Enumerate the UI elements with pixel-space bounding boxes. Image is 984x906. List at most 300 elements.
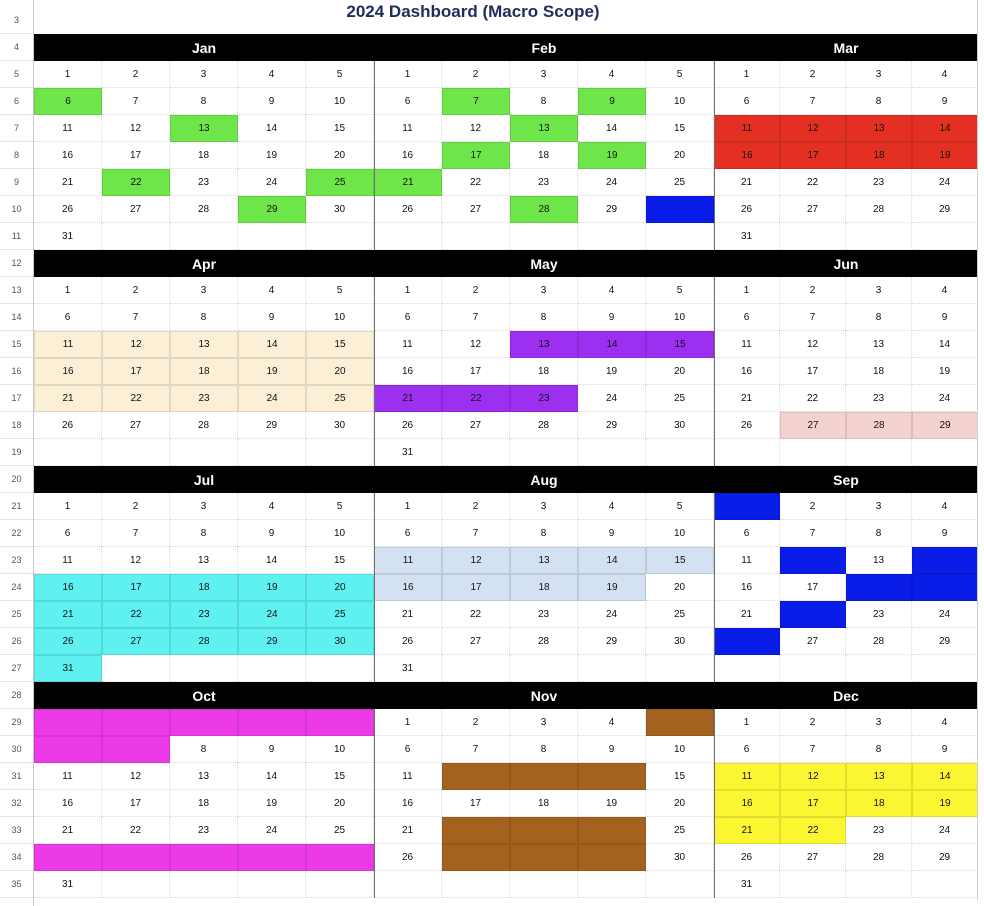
day-cell-nov[interactable]: 10: [646, 736, 714, 763]
row-number[interactable]: 33: [0, 817, 33, 844]
day-cell-jan[interactable]: 18: [170, 142, 238, 169]
day-cell-feb[interactable]: 12: [442, 115, 510, 142]
day-cell-dec[interactable]: [780, 871, 846, 898]
day-cell-jul[interactable]: 31: [34, 655, 102, 682]
day-cell-may[interactable]: [510, 439, 578, 466]
day-cell-may[interactable]: 27: [442, 412, 510, 439]
day-cell-feb[interactable]: 3: [510, 61, 578, 88]
day-cell-jan[interactable]: 27: [102, 196, 170, 223]
day-cell-apr[interactable]: 23: [170, 385, 238, 412]
day-cell-mar[interactable]: 7: [780, 88, 846, 115]
day-cell-sep[interactable]: 4: [912, 493, 978, 520]
day-cell-may[interactable]: 30: [646, 412, 714, 439]
day-cell-feb[interactable]: 9: [578, 88, 646, 115]
day-cell-jan[interactable]: 5: [306, 61, 374, 88]
day-cell-jul[interactable]: [306, 655, 374, 682]
day-cell-mar[interactable]: 9: [912, 88, 978, 115]
day-cell-sep[interactable]: [714, 493, 780, 520]
row-number[interactable]: 20: [0, 466, 33, 493]
day-cell-jan[interactable]: [238, 223, 306, 250]
day-cell-feb[interactable]: 10: [646, 88, 714, 115]
day-cell-jan[interactable]: 15: [306, 115, 374, 142]
day-cell-jun[interactable]: 19: [912, 358, 978, 385]
day-cell-oct[interactable]: 11: [34, 763, 102, 790]
day-cell-apr[interactable]: 20: [306, 358, 374, 385]
row-number[interactable]: 10: [0, 196, 33, 223]
day-cell-nov[interactable]: [510, 871, 578, 898]
day-cell-apr[interactable]: 29: [238, 412, 306, 439]
day-cell-jan[interactable]: [102, 223, 170, 250]
day-cell-feb[interactable]: 21: [374, 169, 442, 196]
day-cell-oct[interactable]: [238, 709, 306, 736]
day-cell-may[interactable]: 4: [578, 277, 646, 304]
row-number[interactable]: 13: [0, 277, 33, 304]
day-cell-dec[interactable]: 18: [846, 790, 912, 817]
day-cell-feb[interactable]: 23: [510, 169, 578, 196]
day-cell-jul[interactable]: 13: [170, 547, 238, 574]
day-cell-jun[interactable]: [846, 439, 912, 466]
day-cell-apr[interactable]: 26: [34, 412, 102, 439]
day-cell-dec[interactable]: 24: [912, 817, 978, 844]
day-cell-feb[interactable]: 7: [442, 88, 510, 115]
day-cell-oct[interactable]: 8: [170, 736, 238, 763]
day-cell-nov[interactable]: 1: [374, 709, 442, 736]
row-number[interactable]: 8: [0, 142, 33, 169]
day-cell-oct[interactable]: 23: [170, 817, 238, 844]
day-cell-may[interactable]: 18: [510, 358, 578, 385]
day-cell-oct[interactable]: 10: [306, 736, 374, 763]
day-cell-aug[interactable]: 25: [646, 601, 714, 628]
day-cell-apr[interactable]: 1: [34, 277, 102, 304]
row-number[interactable]: 35: [0, 871, 33, 898]
day-cell-may[interactable]: 11: [374, 331, 442, 358]
day-cell-dec[interactable]: 17: [780, 790, 846, 817]
day-cell-jan[interactable]: 20: [306, 142, 374, 169]
day-cell-jul[interactable]: 3: [170, 493, 238, 520]
day-cell-may[interactable]: 13: [510, 331, 578, 358]
day-cell-nov[interactable]: 18: [510, 790, 578, 817]
day-cell-aug[interactable]: [578, 655, 646, 682]
day-cell-oct[interactable]: 14: [238, 763, 306, 790]
day-cell-mar[interactable]: 17: [780, 142, 846, 169]
day-cell-feb[interactable]: 20: [646, 142, 714, 169]
day-cell-oct[interactable]: [170, 871, 238, 898]
day-cell-mar[interactable]: 29: [912, 196, 978, 223]
row-number[interactable]: 18: [0, 412, 33, 439]
day-cell-mar[interactable]: 3: [846, 61, 912, 88]
day-cell-may[interactable]: 31: [374, 439, 442, 466]
day-cell-jan[interactable]: 21: [34, 169, 102, 196]
day-cell-aug[interactable]: 23: [510, 601, 578, 628]
day-cell-jun[interactable]: 22: [780, 385, 846, 412]
day-cell-nov[interactable]: [578, 871, 646, 898]
day-cell-mar[interactable]: 28: [846, 196, 912, 223]
day-cell-oct[interactable]: 18: [170, 790, 238, 817]
day-cell-apr[interactable]: 30: [306, 412, 374, 439]
day-cell-may[interactable]: [646, 439, 714, 466]
day-cell-may[interactable]: 15: [646, 331, 714, 358]
day-cell-may[interactable]: [578, 439, 646, 466]
day-cell-aug[interactable]: 1: [374, 493, 442, 520]
day-cell-nov[interactable]: [442, 844, 510, 871]
day-cell-jan[interactable]: 29: [238, 196, 306, 223]
day-cell-feb[interactable]: 14: [578, 115, 646, 142]
day-cell-mar[interactable]: 4: [912, 61, 978, 88]
day-cell-jul[interactable]: 11: [34, 547, 102, 574]
day-cell-feb[interactable]: [646, 223, 714, 250]
day-cell-jul[interactable]: 18: [170, 574, 238, 601]
day-cell-mar[interactable]: [780, 223, 846, 250]
day-cell-aug[interactable]: 11: [374, 547, 442, 574]
day-cell-sep[interactable]: [714, 655, 780, 682]
day-cell-jul[interactable]: 25: [306, 601, 374, 628]
day-cell-dec[interactable]: 31: [714, 871, 780, 898]
day-cell-jul[interactable]: 16: [34, 574, 102, 601]
row-number[interactable]: 14: [0, 304, 33, 331]
day-cell-jan[interactable]: 24: [238, 169, 306, 196]
day-cell-feb[interactable]: [374, 223, 442, 250]
row-number[interactable]: 16: [0, 358, 33, 385]
day-cell-jun[interactable]: 13: [846, 331, 912, 358]
day-cell-sep[interactable]: 27: [780, 628, 846, 655]
day-cell-jul[interactable]: 6: [34, 520, 102, 547]
day-cell-dec[interactable]: 4: [912, 709, 978, 736]
day-cell-mar[interactable]: 21: [714, 169, 780, 196]
day-cell-mar[interactable]: 18: [846, 142, 912, 169]
day-cell-jul[interactable]: 23: [170, 601, 238, 628]
day-cell-jun[interactable]: 12: [780, 331, 846, 358]
day-cell-feb[interactable]: 19: [578, 142, 646, 169]
day-cell-sep[interactable]: [912, 547, 978, 574]
day-cell-jan[interactable]: 23: [170, 169, 238, 196]
day-cell-jan[interactable]: 14: [238, 115, 306, 142]
day-cell-oct[interactable]: 17: [102, 790, 170, 817]
row-number[interactable]: 15: [0, 331, 33, 358]
day-cell-aug[interactable]: 2: [442, 493, 510, 520]
day-cell-apr[interactable]: [170, 439, 238, 466]
row-number[interactable]: 34: [0, 844, 33, 871]
day-cell-oct[interactable]: [306, 844, 374, 871]
day-cell-dec[interactable]: [912, 871, 978, 898]
day-cell-apr[interactable]: [102, 439, 170, 466]
day-cell-jan[interactable]: 30: [306, 196, 374, 223]
day-cell-aug[interactable]: 9: [578, 520, 646, 547]
day-cell-apr[interactable]: 4: [238, 277, 306, 304]
day-cell-aug[interactable]: 16: [374, 574, 442, 601]
day-cell-aug[interactable]: 22: [442, 601, 510, 628]
day-cell-sep[interactable]: [780, 655, 846, 682]
day-cell-apr[interactable]: 21: [34, 385, 102, 412]
day-cell-oct[interactable]: 31: [34, 871, 102, 898]
day-cell-apr[interactable]: 25: [306, 385, 374, 412]
row-number[interactable]: 22: [0, 520, 33, 547]
day-cell-jun[interactable]: 27: [780, 412, 846, 439]
day-cell-jul[interactable]: 24: [238, 601, 306, 628]
row-number[interactable]: 6: [0, 88, 33, 115]
day-cell-jun[interactable]: 26: [714, 412, 780, 439]
day-cell-sep[interactable]: 3: [846, 493, 912, 520]
day-cell-jan[interactable]: 17: [102, 142, 170, 169]
day-cell-dec[interactable]: 6: [714, 736, 780, 763]
day-cell-dec[interactable]: 19: [912, 790, 978, 817]
row-number[interactable]: 29: [0, 709, 33, 736]
day-cell-may[interactable]: 14: [578, 331, 646, 358]
day-cell-jan[interactable]: 11: [34, 115, 102, 142]
day-cell-feb[interactable]: 1: [374, 61, 442, 88]
day-cell-aug[interactable]: 13: [510, 547, 578, 574]
day-cell-jun[interactable]: 24: [912, 385, 978, 412]
day-cell-dec[interactable]: [846, 871, 912, 898]
day-cell-dec[interactable]: 7: [780, 736, 846, 763]
day-cell-nov[interactable]: 25: [646, 817, 714, 844]
day-cell-nov[interactable]: [646, 709, 714, 736]
day-cell-dec[interactable]: 13: [846, 763, 912, 790]
day-cell-nov[interactable]: [578, 844, 646, 871]
day-cell-apr[interactable]: 13: [170, 331, 238, 358]
day-cell-jul[interactable]: 1: [34, 493, 102, 520]
day-cell-dec[interactable]: 9: [912, 736, 978, 763]
day-cell-sep[interactable]: [912, 655, 978, 682]
day-cell-oct[interactable]: 21: [34, 817, 102, 844]
day-cell-oct[interactable]: [238, 871, 306, 898]
day-cell-mar[interactable]: 31: [714, 223, 780, 250]
day-cell-sep[interactable]: 16: [714, 574, 780, 601]
day-cell-dec[interactable]: 26: [714, 844, 780, 871]
day-cell-apr[interactable]: [34, 439, 102, 466]
day-cell-jun[interactable]: 21: [714, 385, 780, 412]
day-cell-apr[interactable]: 3: [170, 277, 238, 304]
day-cell-jan[interactable]: [306, 223, 374, 250]
day-cell-jul[interactable]: 9: [238, 520, 306, 547]
day-cell-nov[interactable]: [578, 763, 646, 790]
row-number[interactable]: 21: [0, 493, 33, 520]
day-cell-jan[interactable]: 9: [238, 88, 306, 115]
day-cell-jun[interactable]: [912, 439, 978, 466]
day-cell-oct[interactable]: [102, 736, 170, 763]
day-cell-jul[interactable]: 17: [102, 574, 170, 601]
day-cell-jul[interactable]: 19: [238, 574, 306, 601]
day-cell-oct[interactable]: 20: [306, 790, 374, 817]
day-cell-feb[interactable]: 27: [442, 196, 510, 223]
day-cell-feb[interactable]: [578, 223, 646, 250]
day-cell-oct[interactable]: 9: [238, 736, 306, 763]
day-cell-feb[interactable]: 16: [374, 142, 442, 169]
day-cell-sep[interactable]: 13: [846, 547, 912, 574]
day-cell-may[interactable]: 19: [578, 358, 646, 385]
day-cell-apr[interactable]: [238, 439, 306, 466]
day-cell-nov[interactable]: 4: [578, 709, 646, 736]
day-cell-feb[interactable]: 4: [578, 61, 646, 88]
day-cell-may[interactable]: 20: [646, 358, 714, 385]
day-cell-oct[interactable]: [102, 709, 170, 736]
row-number[interactable]: 9: [0, 169, 33, 196]
day-cell-jun[interactable]: 9: [912, 304, 978, 331]
day-cell-sep[interactable]: [846, 655, 912, 682]
day-cell-jan[interactable]: 19: [238, 142, 306, 169]
day-cell-sep[interactable]: 21: [714, 601, 780, 628]
day-cell-dec[interactable]: 12: [780, 763, 846, 790]
day-cell-oct[interactable]: [34, 709, 102, 736]
day-cell-may[interactable]: 6: [374, 304, 442, 331]
day-cell-jul[interactable]: [170, 655, 238, 682]
day-cell-apr[interactable]: 17: [102, 358, 170, 385]
day-cell-sep[interactable]: [780, 601, 846, 628]
day-cell-oct[interactable]: [238, 844, 306, 871]
day-cell-oct[interactable]: 15: [306, 763, 374, 790]
day-cell-aug[interactable]: 29: [578, 628, 646, 655]
day-cell-may[interactable]: 29: [578, 412, 646, 439]
row-number[interactable]: 3: [0, 7, 33, 34]
day-cell-aug[interactable]: 7: [442, 520, 510, 547]
day-cell-jan[interactable]: 31: [34, 223, 102, 250]
day-cell-jan[interactable]: 16: [34, 142, 102, 169]
day-cell-jun[interactable]: 29: [912, 412, 978, 439]
day-cell-oct[interactable]: [34, 736, 102, 763]
day-cell-aug[interactable]: 17: [442, 574, 510, 601]
day-cell-dec[interactable]: 29: [912, 844, 978, 871]
day-cell-jun[interactable]: 17: [780, 358, 846, 385]
row-number[interactable]: 7: [0, 115, 33, 142]
day-cell-jul[interactable]: [102, 655, 170, 682]
day-cell-feb[interactable]: 18: [510, 142, 578, 169]
day-cell-mar[interactable]: 24: [912, 169, 978, 196]
day-cell-mar[interactable]: 22: [780, 169, 846, 196]
day-cell-jan[interactable]: 7: [102, 88, 170, 115]
day-cell-jun[interactable]: 3: [846, 277, 912, 304]
day-cell-may[interactable]: 21: [374, 385, 442, 412]
day-cell-jan[interactable]: 26: [34, 196, 102, 223]
day-cell-jun[interactable]: 2: [780, 277, 846, 304]
day-cell-jun[interactable]: 23: [846, 385, 912, 412]
day-cell-sep[interactable]: 11: [714, 547, 780, 574]
day-cell-sep[interactable]: 9: [912, 520, 978, 547]
day-cell-nov[interactable]: 2: [442, 709, 510, 736]
day-cell-may[interactable]: 23: [510, 385, 578, 412]
day-cell-jul[interactable]: 30: [306, 628, 374, 655]
day-cell-jan[interactable]: [170, 223, 238, 250]
day-cell-jun[interactable]: 1: [714, 277, 780, 304]
day-cell-sep[interactable]: [780, 547, 846, 574]
day-cell-aug[interactable]: 19: [578, 574, 646, 601]
day-cell-jul[interactable]: 27: [102, 628, 170, 655]
day-cell-oct[interactable]: 13: [170, 763, 238, 790]
day-cell-jan[interactable]: 25: [306, 169, 374, 196]
day-cell-feb[interactable]: 2: [442, 61, 510, 88]
day-cell-nov[interactable]: [510, 763, 578, 790]
row-number[interactable]: 11: [0, 223, 33, 250]
day-cell-feb[interactable]: 17: [442, 142, 510, 169]
day-cell-jan[interactable]: 3: [170, 61, 238, 88]
day-cell-apr[interactable]: 9: [238, 304, 306, 331]
day-cell-aug[interactable]: 5: [646, 493, 714, 520]
day-cell-feb[interactable]: [646, 196, 714, 223]
day-cell-nov[interactable]: 3: [510, 709, 578, 736]
day-cell-aug[interactable]: 28: [510, 628, 578, 655]
row-number[interactable]: 19: [0, 439, 33, 466]
day-cell-dec[interactable]: 21: [714, 817, 780, 844]
day-cell-sep[interactable]: 24: [912, 601, 978, 628]
day-cell-sep[interactable]: [912, 574, 978, 601]
day-cell-oct[interactable]: [170, 709, 238, 736]
day-cell-oct[interactable]: 24: [238, 817, 306, 844]
day-cell-nov[interactable]: [578, 817, 646, 844]
day-cell-jan[interactable]: 6: [34, 88, 102, 115]
day-cell-mar[interactable]: 19: [912, 142, 978, 169]
day-cell-sep[interactable]: 7: [780, 520, 846, 547]
day-cell-nov[interactable]: 30: [646, 844, 714, 871]
day-cell-apr[interactable]: 2: [102, 277, 170, 304]
day-cell-jan[interactable]: 8: [170, 88, 238, 115]
day-cell-jul[interactable]: 10: [306, 520, 374, 547]
day-cell-nov[interactable]: [374, 871, 442, 898]
day-cell-jun[interactable]: 18: [846, 358, 912, 385]
day-cell-nov[interactable]: 21: [374, 817, 442, 844]
row-number[interactable]: 32: [0, 790, 33, 817]
day-cell-may[interactable]: 8: [510, 304, 578, 331]
day-cell-jul[interactable]: 22: [102, 601, 170, 628]
day-cell-feb[interactable]: 5: [646, 61, 714, 88]
day-cell-may[interactable]: 5: [646, 277, 714, 304]
day-cell-jan[interactable]: 22: [102, 169, 170, 196]
day-cell-may[interactable]: 17: [442, 358, 510, 385]
day-cell-mar[interactable]: 14: [912, 115, 978, 142]
row-number[interactable]: 23: [0, 547, 33, 574]
day-cell-sep[interactable]: 6: [714, 520, 780, 547]
day-cell-nov[interactable]: 26: [374, 844, 442, 871]
day-cell-apr[interactable]: 16: [34, 358, 102, 385]
day-cell-oct[interactable]: 16: [34, 790, 102, 817]
day-cell-oct[interactable]: 22: [102, 817, 170, 844]
day-cell-aug[interactable]: 30: [646, 628, 714, 655]
row-number[interactable]: 4: [0, 34, 33, 61]
day-cell-aug[interactable]: [510, 655, 578, 682]
day-cell-mar[interactable]: 26: [714, 196, 780, 223]
day-cell-apr[interactable]: 28: [170, 412, 238, 439]
day-cell-mar[interactable]: 8: [846, 88, 912, 115]
day-cell-jul[interactable]: [238, 655, 306, 682]
day-cell-nov[interactable]: 17: [442, 790, 510, 817]
day-cell-feb[interactable]: 24: [578, 169, 646, 196]
day-cell-dec[interactable]: 1: [714, 709, 780, 736]
day-cell-may[interactable]: 24: [578, 385, 646, 412]
row-number[interactable]: 27: [0, 655, 33, 682]
day-cell-aug[interactable]: 8: [510, 520, 578, 547]
day-cell-nov[interactable]: 8: [510, 736, 578, 763]
day-cell-dec[interactable]: 8: [846, 736, 912, 763]
day-cell-jun[interactable]: [714, 439, 780, 466]
day-cell-aug[interactable]: [442, 655, 510, 682]
row-number[interactable]: 12: [0, 250, 33, 277]
day-cell-aug[interactable]: 27: [442, 628, 510, 655]
day-cell-feb[interactable]: 11: [374, 115, 442, 142]
day-cell-aug[interactable]: [646, 655, 714, 682]
day-cell-oct[interactable]: [102, 871, 170, 898]
day-cell-apr[interactable]: 19: [238, 358, 306, 385]
day-cell-aug[interactable]: 12: [442, 547, 510, 574]
day-cell-sep[interactable]: [846, 574, 912, 601]
day-cell-jul[interactable]: 7: [102, 520, 170, 547]
day-cell-nov[interactable]: [442, 817, 510, 844]
day-cell-sep[interactable]: [714, 628, 780, 655]
day-cell-jul[interactable]: 2: [102, 493, 170, 520]
day-cell-may[interactable]: [442, 439, 510, 466]
day-cell-dec[interactable]: 14: [912, 763, 978, 790]
day-cell-mar[interactable]: 16: [714, 142, 780, 169]
day-cell-sep[interactable]: 17: [780, 574, 846, 601]
day-cell-jun[interactable]: 4: [912, 277, 978, 304]
day-cell-jan[interactable]: 4: [238, 61, 306, 88]
day-cell-nov[interactable]: 19: [578, 790, 646, 817]
